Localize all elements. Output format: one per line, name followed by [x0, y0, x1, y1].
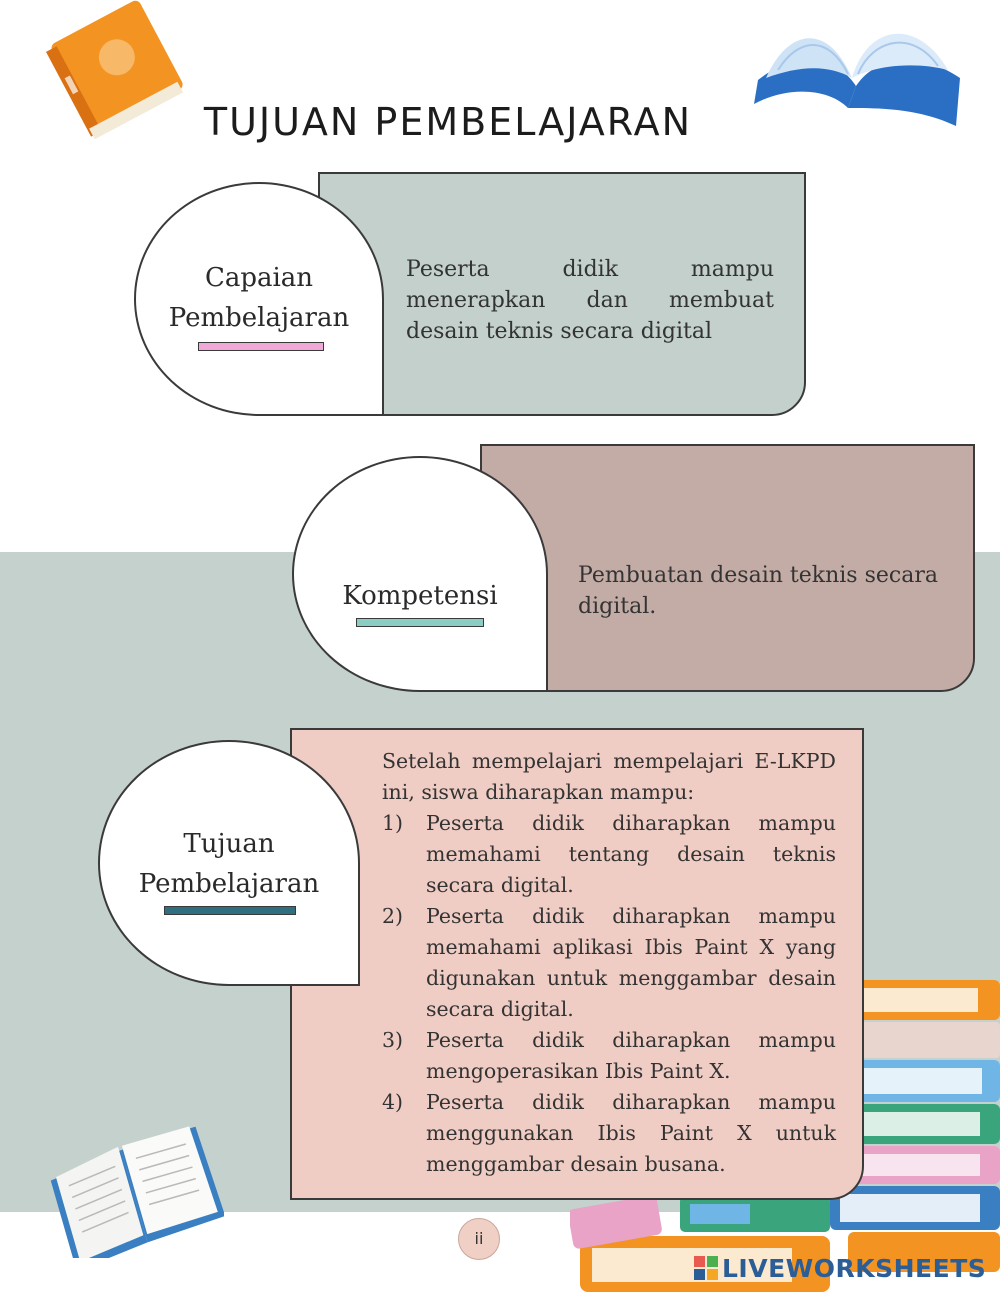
- notebook-illustration: [44, 1118, 224, 1258]
- tujuan-underline-bar: [164, 906, 296, 915]
- tujuan-label-line2: Pembelajaran: [138, 869, 320, 899]
- list-item: 4) Peserta didik diharapkan mampu menggunakan Ibis Paint X untuk menggambar desain busana.: [382, 1090, 836, 1176]
- capaian-label-line1: Capaian: [204, 263, 314, 293]
- list-item: 3) Peserta didik diharapkan mampu mengoperasikan Ibis Paint X.: [382, 1028, 836, 1083]
- tujuan-content: [382, 746, 836, 1180]
- list-item: 2) Peserta didik diharapkan mampu memahami aplikasi Ibis Paint X yang digunakan untuk menggambar desain secara digital.: [382, 904, 836, 1021]
- tujuan-bubble: [98, 740, 360, 986]
- liveworksheets-watermark: LIVEWORKSHEETS: [694, 1254, 986, 1283]
- capaian-text: Peserta didik mampu menerapkan dan membuat desain teknis secara digital: [406, 257, 774, 344]
- tujuan-list: [382, 808, 836, 1180]
- list-item: 1) Peserta didik diharapkan mampu memahami tentang desain teknis secara digital.: [382, 811, 836, 897]
- page-title: TUJUAN PEMBELAJARAN: [203, 100, 693, 144]
- liveworksheets-logo-icon: [694, 1256, 718, 1280]
- kompetensi-label: Kompetensi: [342, 581, 498, 611]
- kompetensi-bubble: [292, 456, 548, 692]
- capaian-underline-bar: [198, 342, 324, 351]
- tujuan-intro: Setelah mempelajari mempelajari E-LKPD ini, siswa diharapkan mampu:: [382, 749, 836, 804]
- kompetensi-text: Pembuatan desain teknis secara digital.: [578, 563, 938, 619]
- kompetensi-underline-bar: [356, 618, 484, 627]
- capaian-label-line2: Pembelajaran: [168, 303, 350, 333]
- page-number: ii: [458, 1218, 500, 1260]
- capaian-bubble: [134, 182, 384, 416]
- tujuan-label-line1: Tujuan: [183, 829, 275, 859]
